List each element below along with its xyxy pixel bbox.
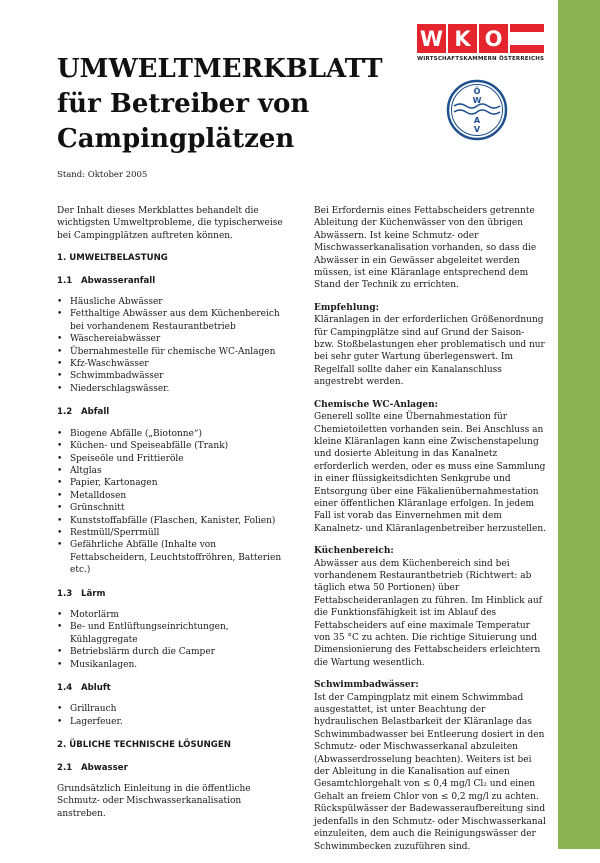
section-1-3-heading: [57, 588, 290, 600]
section-title: Abfall: [81, 407, 110, 418]
stand-date: Stand: Oktober 2005: [57, 170, 148, 180]
list-item: • Betriebslärm durch die Camper: [70, 646, 290, 658]
section-title: Lärm: [81, 588, 106, 599]
list-item: • Niederschlagswässer.: [70, 383, 290, 395]
section-2-heading: 2. ÜBLICHE TECHNISCHE LÖSUNGEN: [57, 740, 231, 751]
wko-letter-o: O: [479, 24, 508, 53]
wko-flag-icon: [510, 24, 544, 53]
kueche-heading: Küchenbereich:: [314, 546, 394, 557]
wc-text: Generell sollte eine Übernahmestation für Chemietoiletten vorhanden sein. Bei Anschluss an kleine Kläranlagen kann eine Zwischenstapelung und dosierte Ableitung in das Kanalnetz erforderlich werden, oder es muss eine Sammlung in einer flüssigkeitsdichten Senkgrube und Entsorgung über eine Fäkalienübernahmestation einer öffentlichen Kläranlage erfolgen. In jedem Fall ist vorab das Einvernehmen mit dem Kanalnetz- und Kläranlagenbetreiber herzustellen.: [314, 412, 547, 534]
list-item: • Kunststoffabfälle (Flaschen, Kanister, Folien): [70, 515, 290, 527]
page-title: [57, 52, 387, 157]
abwasser-list: [57, 296, 290, 395]
list-item: • Biogene Abfälle („Biotonne“): [70, 428, 290, 440]
wc-heading: Chemische WC-Anlagen:: [314, 399, 438, 410]
schwimmbad-block: [314, 679, 547, 853]
oewav-letter-w: W: [472, 96, 482, 105]
empfehlung-heading: Empfehlung:: [314, 302, 379, 313]
abluft-list: [57, 703, 290, 728]
list-item: • Gefährliche Abfälle (Inhalte von Fettabscheidern, Leuchtstoffröhren, Batterien etc.): [70, 539, 290, 576]
wko-logo: [417, 24, 545, 62]
list-item: • Altglas: [70, 465, 290, 477]
section-number: 1.3: [57, 588, 73, 599]
oewav-logo-icon: [446, 78, 508, 142]
section-1-1-heading: [57, 275, 290, 287]
section-number: 1.2: [57, 407, 73, 418]
list-item: • Häusliche Abwässer: [70, 296, 290, 308]
list-item: • Übernahmestelle für chemische WC-Anlagen: [70, 346, 290, 358]
section-1-heading: 1. UMWELTBELASTUNG: [57, 253, 168, 264]
section-title: Abluft: [81, 683, 111, 693]
list-item: • Grillrauch: [70, 703, 290, 715]
list-item: • Metalldosen: [70, 490, 290, 502]
list-item: • Kfz-Waschwässer: [70, 358, 290, 370]
list-item: • Lagerfeuer.: [70, 716, 290, 728]
section-1-2-heading: [57, 406, 290, 418]
right-column: [314, 205, 547, 863]
wko-subtitle: WIRTSCHAFTSKAMMERN ÖSTERREICHS: [417, 56, 545, 62]
oewav-letter-oe: Ö: [473, 87, 481, 96]
green-side-bar: [558, 0, 600, 849]
list-item: • Fetthaltige Abwässer aus dem Küchenbereich bei vorhandenem Restaurantbetrieb: [70, 308, 290, 333]
left-column: [57, 205, 290, 830]
list-item: • Musikanlagen.: [70, 659, 290, 671]
section-number: 2.1: [57, 762, 73, 773]
section-number: 1.1: [57, 275, 73, 286]
kueche-text: Abwässer aus dem Küchenbereich sind bei vorhandenem Restaurantbetrieb (Richtwert: ab täglich etwa 50 Portionen) über Fettabscheideranlagen zu führen. Im Hinblick auf die Funktionsfähigkeit ist im Ablauf des Fettabscheiders auf eine maximale Temperatur von 35 °C zu achten. Die richtige Situierung und Dimensionierung des Fettabscheiders erleichtern die Wartung wesentlich.: [314, 558, 542, 668]
section-1-4-heading: [57, 682, 290, 694]
wko-letter-w: W: [417, 24, 446, 53]
list-item: • Motorlärm: [70, 609, 290, 621]
wc-block: [314, 399, 547, 535]
empfehlung-text: Kläranlagen in der erforderlichen Größenordnung für Campingplätze sind auf Grund der Saison- bzw. Stoßbelastungen eher problematisch und nur bei sehr guter Wartung überlegenswert. Im Regelfall sollte daher ein Kanalanschluss angestrebt werden.: [314, 315, 545, 388]
list-item: • Wäschereiabwässer: [70, 333, 290, 345]
list-item: • Küchen- und Speiseabfälle (Trank): [70, 440, 290, 452]
list-item: • Grünschnitt: [70, 502, 290, 514]
schwimmbad-text: Ist der Campingplatz mit einem Schwimmbad ausgestattet, ist unter Beachtung der hydraulischen Belastbarkeit der Kläranlage das Schwimmbadwasser bei Entleerung dosiert in den Schmutz- oder Mischwasserkanal abzuleiten (Abwasserdrosselung beachten). Weiters ist bei der Ableitung in die Kanalisation auf einen Gesamtchlorgehalt von ≤ 0,4 mg/l Cl₂ und einen Gehalt an freiem Chlor von ≤ 0,2 mg/l zu achten. Rückspülwässer der Badewasseraufbereitung sind jedenfalls in den Schmutz- oder Mischwasserkanal einzuleiten, dem auch die Reinigungswässer der Schwimmbecken zuzuführen sind.: [314, 692, 546, 852]
oewav-letter-v: V: [473, 125, 481, 134]
list-item: • Be- und Entlüftungseinrichtungen, Kühlaggregate: [70, 621, 290, 646]
schwimmbad-heading: Schwimmbadwässer:: [314, 680, 419, 691]
section-title: Abwasseranfall: [81, 275, 156, 286]
title-line-2: für Betreiber von: [57, 89, 310, 119]
section-2-1-heading: [57, 762, 290, 774]
fettabscheider-paragraph: Bei Erfordernis eines Fettabscheiders getrennte Ableitung der Küchenwässer von den übrigen Abwässern. Ist keine Schmutz- oder Mischwasserkanalisation vorhanden, so dass die Abwässer in ein Gewässer abgeleitet werden müssen, ist eine Kläranlage entsprechend dem Stand der Technik zu errichten.: [314, 206, 537, 291]
title-line-1: UMWELTMERKBLATT: [57, 54, 383, 84]
section-title: Abwasser: [81, 762, 128, 773]
oewav-letter-a: A: [473, 116, 481, 125]
abwasser-solution-text: Grundsätzlich Einleitung in die öffentliche Schmutz- oder Mischwasserkanalisation anstreben.: [57, 784, 251, 819]
abfall-list: [57, 428, 290, 577]
list-item: • Speiseöle und Frittieröle: [70, 453, 290, 465]
list-item: • Restmüll/Sperrmüll: [70, 527, 290, 539]
list-item: • Papier, Kartonagen: [70, 477, 290, 489]
title-line-3: Campingplätzen: [57, 124, 295, 154]
intro-paragraph: Der Inhalt dieses Merkblattes behandelt die wichtigsten Umweltprobleme, die typischerweise bei Campingplätzen auftreten können.: [57, 206, 283, 241]
laerm-list: [57, 609, 290, 671]
kueche-block: [314, 545, 547, 669]
list-item: • Schwimmbadwässer: [70, 370, 290, 382]
section-number: 1.4: [57, 683, 73, 693]
wko-letter-k: K: [448, 24, 477, 53]
empfehlung-block: [314, 302, 547, 389]
